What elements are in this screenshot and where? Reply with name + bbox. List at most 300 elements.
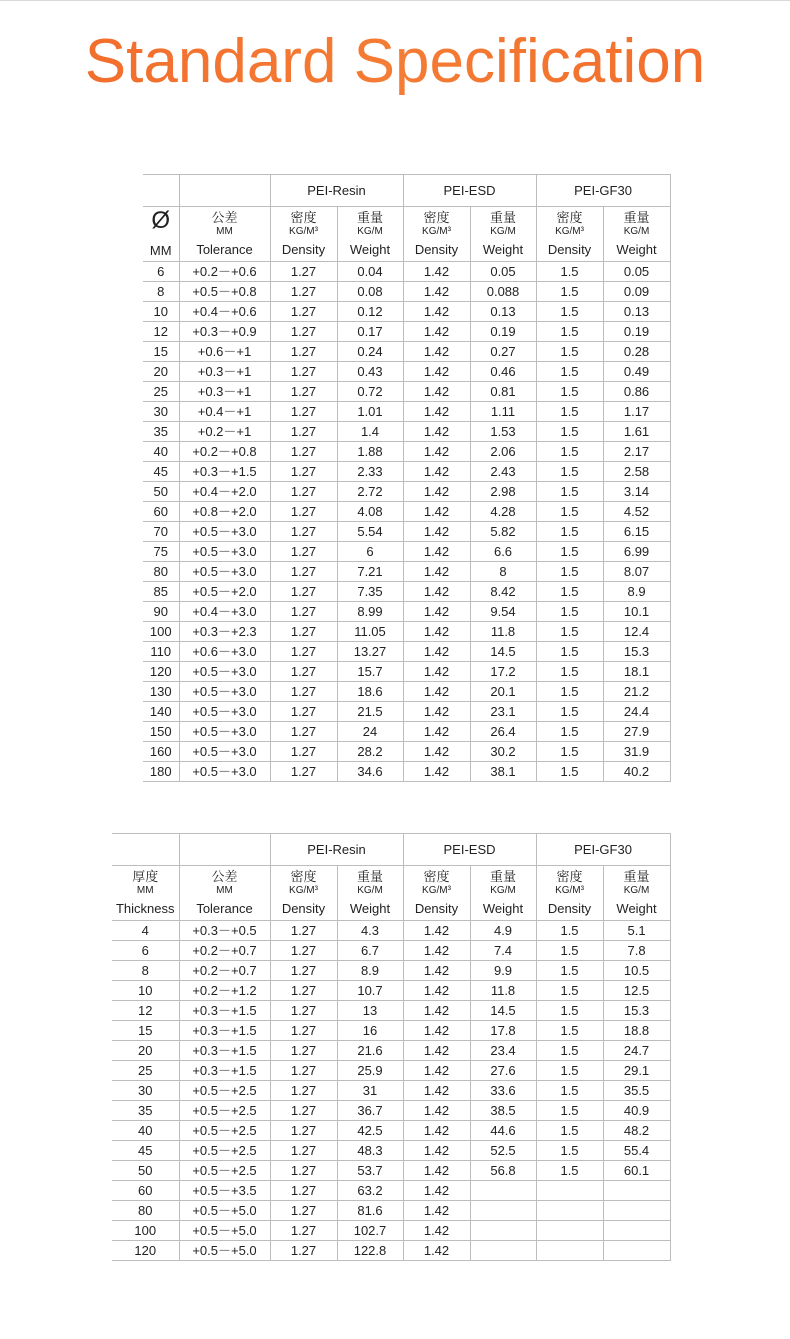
esd-density-cell: 1.42 [403,622,470,642]
resin-weight-cell: 48.3 [337,1141,403,1161]
resin-density-cell: 1.27 [270,1041,337,1061]
density-header: 密度 KG/M³ Density [403,866,470,921]
esd-density-cell: 1.42 [403,682,470,702]
weight-header: 重量 KG/M Weight [337,866,403,921]
esd-density-cell: 1.42 [403,1141,470,1161]
resin-density-cell: 1.27 [270,1201,337,1221]
esd-density-cell: 1.42 [403,941,470,961]
resin-density-cell: 1.27 [270,1181,337,1201]
size-cell: 10 [112,981,179,1001]
size-cell: 85 [143,582,179,602]
resin-weight-cell: 13 [337,1001,403,1021]
tolerance-cell: +0.2－+1.2 [179,981,270,1001]
top-divider [0,0,790,1]
esd-density-cell: 1.42 [403,542,470,562]
esd-weight-cell: 20.1 [470,682,536,702]
resin-weight-cell: 1.4 [337,422,403,442]
resin-weight-cell: 0.17 [337,322,403,342]
tolerance-cell: +0.5－+2.5 [179,1141,270,1161]
gf30-density-cell: 1.5 [536,1021,603,1041]
esd-density-cell: 1.42 [403,522,470,542]
tolerance-cell: +0.2－+0.8 [179,442,270,462]
thickness-header-top [112,834,179,866]
resin-density-cell: 1.27 [270,602,337,622]
esd-weight-cell: 2.98 [470,482,536,502]
table-row [143,462,670,482]
tolerance-cell: +0.2－+0.7 [179,941,270,961]
size-cell: 80 [143,562,179,582]
table-row [143,622,670,642]
table-row [112,1121,670,1141]
table-row [143,262,670,282]
resin-density-cell: 1.27 [270,722,337,742]
esd-density-cell: 1.42 [403,742,470,762]
tolerance-cell: +0.2－+1 [179,422,270,442]
density-header: 密度 KG/M³ Density [403,207,470,262]
esd-weight-cell: 9.9 [470,961,536,981]
resin-weight-cell: 21.6 [337,1041,403,1061]
esd-weight-cell: 11.8 [470,981,536,1001]
table-row [112,1161,670,1181]
gf30-density-cell [536,1241,603,1261]
resin-weight-cell: 6 [337,542,403,562]
gf30-weight-cell: 15.3 [603,1001,670,1021]
density-header: 密度 KG/M³ Density [270,207,337,262]
size-cell: 130 [143,682,179,702]
esd-density-cell: 1.42 [403,402,470,422]
esd-density-cell: 1.42 [403,382,470,402]
resin-density-cell: 1.27 [270,702,337,722]
tolerance-cell: +0.2－+0.7 [179,961,270,981]
tolerance-cell: +0.5－+3.0 [179,742,270,762]
gf30-density-cell: 1.5 [536,702,603,722]
table-row [143,682,670,702]
size-cell: 160 [143,742,179,762]
table-row [112,1001,670,1021]
sheet-spec-table [112,833,671,1261]
table-row [143,422,670,442]
gf30-density-cell [536,1201,603,1221]
diameter-header [143,207,179,262]
table-row [112,961,670,981]
gf30-density-cell [536,1221,603,1241]
resin-density-cell: 1.27 [270,442,337,462]
resin-weight-cell: 15.7 [337,662,403,682]
resin-density-cell: 1.27 [270,622,337,642]
table-row [143,542,670,562]
size-cell: 20 [143,362,179,382]
table-row [112,941,670,961]
esd-density-cell: 1.42 [403,961,470,981]
table-row [143,402,670,422]
resin-weight-cell: 5.54 [337,522,403,542]
gf30-density-cell: 1.5 [536,322,603,342]
group-header-gf30: PEI-GF30 [536,834,670,866]
resin-density-cell: 1.27 [270,941,337,961]
gf30-weight-cell: 8.9 [603,582,670,602]
size-cell: 8 [143,282,179,302]
table-row [143,562,670,582]
gf30-weight-cell: 18.1 [603,662,670,682]
size-cell: 120 [112,1241,179,1261]
resin-weight-cell: 7.21 [337,562,403,582]
tolerance-cell: +0.5－+5.0 [179,1201,270,1221]
gf30-density-cell: 1.5 [536,442,603,462]
table-row [143,322,670,342]
esd-weight-cell [470,1241,536,1261]
tolerance-cell: +0.4－+0.6 [179,302,270,322]
resin-density-cell: 1.27 [270,1081,337,1101]
resin-weight-cell: 4.08 [337,502,403,522]
gf30-weight-cell: 4.52 [603,502,670,522]
tolerance-cell: +0.5－+3.0 [179,682,270,702]
resin-weight-cell: 0.43 [337,362,403,382]
size-cell: 45 [112,1141,179,1161]
gf30-weight-cell: 0.49 [603,362,670,382]
size-cell: 30 [143,402,179,422]
tolerance-cell: +0.5－+3.0 [179,762,270,782]
gf30-density-cell: 1.5 [536,1141,603,1161]
gf30-weight-cell: 55.4 [603,1141,670,1161]
gf30-weight-cell: 31.9 [603,742,670,762]
tolerance-cell: +0.5－+2.5 [179,1161,270,1181]
size-cell: 10 [143,302,179,322]
gf30-density-cell: 1.5 [536,502,603,522]
size-cell: 70 [143,522,179,542]
esd-weight-cell: 0.19 [470,322,536,342]
size-cell: 50 [112,1161,179,1181]
esd-density-cell: 1.42 [403,1121,470,1141]
esd-weight-cell: 56.8 [470,1161,536,1181]
gf30-weight-cell: 8.07 [603,562,670,582]
esd-density-cell: 1.42 [403,462,470,482]
gf30-density-cell: 1.5 [536,522,603,542]
gf30-density-cell: 1.5 [536,282,603,302]
resin-density-cell: 1.27 [270,742,337,762]
gf30-density-cell: 1.5 [536,1121,603,1141]
tolerance-cell: +0.5－+5.0 [179,1241,270,1261]
diameter-header-top [143,175,179,207]
esd-weight-cell: 1.11 [470,402,536,422]
resin-weight-cell: 7.35 [337,582,403,602]
diameter-symbol: Ø [151,207,171,234]
esd-density-cell: 1.42 [403,722,470,742]
tolerance-cell: +0.6－+3.0 [179,642,270,662]
esd-weight-cell: 4.28 [470,502,536,522]
esd-density-cell: 1.42 [403,981,470,1001]
rod-spec-rows [143,262,670,782]
tolerance-cell: +0.5－+3.0 [179,702,270,722]
resin-density-cell: 1.27 [270,382,337,402]
thickness-header: 厚度 MM Thickness [112,866,179,921]
gf30-density-cell: 1.5 [536,1161,603,1181]
gf30-density-cell: 1.5 [536,742,603,762]
esd-density-cell: 1.42 [403,1221,470,1241]
table-row [112,1241,670,1261]
esd-weight-cell: 2.43 [470,462,536,482]
esd-weight-cell: 14.5 [470,642,536,662]
resin-weight-cell: 0.24 [337,342,403,362]
size-cell: 12 [143,322,179,342]
gf30-weight-cell: 35.5 [603,1081,670,1101]
tolerance-cell: +0.5－+3.5 [179,1181,270,1201]
resin-weight-cell: 42.5 [337,1121,403,1141]
gf30-weight-cell: 1.61 [603,422,670,442]
table-row [112,1181,670,1201]
tolerance-cell: +0.3－+1.5 [179,1041,270,1061]
resin-density-cell: 1.27 [270,1061,337,1081]
size-cell: 4 [112,921,179,941]
gf30-density-cell: 1.5 [536,582,603,602]
resin-density-cell: 1.27 [270,1221,337,1241]
esd-weight-cell: 2.06 [470,442,536,462]
resin-weight-cell: 25.9 [337,1061,403,1081]
size-cell: 110 [143,642,179,662]
resin-density-cell: 1.27 [270,1101,337,1121]
tolerance-cell: +0.3－+1 [179,382,270,402]
resin-weight-cell: 0.08 [337,282,403,302]
resin-weight-cell: 4.3 [337,921,403,941]
size-cell: 90 [143,602,179,622]
group-header-esd: PEI-ESD [403,175,536,207]
esd-density-cell: 1.42 [403,602,470,622]
esd-density-cell: 1.42 [403,702,470,722]
resin-weight-cell: 36.7 [337,1101,403,1121]
size-cell: 35 [143,422,179,442]
size-cell: 6 [143,262,179,282]
esd-weight-cell: 0.13 [470,302,536,322]
esd-weight-cell: 6.6 [470,542,536,562]
gf30-weight-cell [603,1201,670,1221]
resin-weight-cell: 28.2 [337,742,403,762]
resin-density-cell: 1.27 [270,662,337,682]
table-row [112,1081,670,1101]
tolerance-cell: +0.3－+2.3 [179,622,270,642]
tolerance-cell: +0.5－+2.5 [179,1121,270,1141]
resin-weight-cell: 0.04 [337,262,403,282]
esd-weight-cell: 38.1 [470,762,536,782]
rod-spec-table [143,174,671,782]
gf30-weight-cell: 0.09 [603,282,670,302]
gf30-density-cell: 1.5 [536,362,603,382]
resin-density-cell: 1.27 [270,402,337,422]
esd-weight-cell [470,1221,536,1241]
tolerance-cell: +0.5－+3.0 [179,662,270,682]
gf30-weight-cell: 2.58 [603,462,670,482]
esd-density-cell: 1.42 [403,1201,470,1221]
resin-density-cell: 1.27 [270,961,337,981]
gf30-weight-cell: 15.3 [603,642,670,662]
table-row [143,522,670,542]
esd-density-cell: 1.42 [403,362,470,382]
resin-density-cell: 1.27 [270,542,337,562]
tolerance-cell: +0.5－+2.0 [179,582,270,602]
resin-weight-cell: 8.9 [337,961,403,981]
gf30-weight-cell: 40.9 [603,1101,670,1121]
group-header-resin: PEI-Resin [270,834,403,866]
table-row [143,602,670,622]
resin-weight-cell: 21.5 [337,702,403,722]
esd-density-cell: 1.42 [403,921,470,941]
gf30-weight-cell: 24.4 [603,702,670,722]
resin-density-cell: 1.27 [270,522,337,542]
gf30-density-cell: 1.5 [536,682,603,702]
resin-weight-cell: 53.7 [337,1161,403,1181]
esd-weight-cell: 0.27 [470,342,536,362]
gf30-weight-cell: 12.5 [603,981,670,1001]
esd-density-cell: 1.42 [403,1041,470,1061]
esd-density-cell: 1.42 [403,342,470,362]
resin-density-cell: 1.27 [270,422,337,442]
esd-weight-cell: 0.05 [470,262,536,282]
resin-weight-cell: 63.2 [337,1181,403,1201]
resin-density-cell: 1.27 [270,262,337,282]
weight-header: 重量 KG/M Weight [470,207,536,262]
gf30-weight-cell: 10.1 [603,602,670,622]
gf30-density-cell: 1.5 [536,1001,603,1021]
table-row [112,1141,670,1161]
density-header: 密度 KG/M³ Density [536,207,603,262]
esd-density-cell: 1.42 [403,1001,470,1021]
esd-weight-cell [470,1181,536,1201]
tolerance-header-top [179,834,270,866]
gf30-weight-cell: 1.17 [603,402,670,422]
esd-weight-cell: 26.4 [470,722,536,742]
gf30-density-cell: 1.5 [536,1081,603,1101]
table-row [112,1201,670,1221]
table-row [143,342,670,362]
table-row [143,582,670,602]
gf30-density-cell: 1.5 [536,462,603,482]
resin-weight-cell: 11.05 [337,622,403,642]
gf30-weight-cell: 0.05 [603,262,670,282]
esd-weight-cell: 33.6 [470,1081,536,1101]
esd-weight-cell: 1.53 [470,422,536,442]
gf30-weight-cell: 2.17 [603,442,670,462]
resin-weight-cell: 18.6 [337,682,403,702]
gf30-density-cell: 1.5 [536,562,603,582]
table-row [143,362,670,382]
size-cell: 15 [143,342,179,362]
tolerance-cell: +0.5－+5.0 [179,1221,270,1241]
gf30-density-cell: 1.5 [536,642,603,662]
tolerance-cell: +0.3－+1.5 [179,1001,270,1021]
tolerance-cell: +0.5－+3.0 [179,562,270,582]
density-header: 密度 KG/M³ Density [270,866,337,921]
table-row [143,722,670,742]
tolerance-cell: +0.5－+3.0 [179,722,270,742]
size-cell: 12 [112,1001,179,1021]
resin-density-cell: 1.27 [270,981,337,1001]
gf30-weight-cell: 0.86 [603,382,670,402]
table-row [143,702,670,722]
size-cell: 80 [112,1201,179,1221]
gf30-density-cell: 1.5 [536,1041,603,1061]
size-cell: 75 [143,542,179,562]
resin-density-cell: 1.27 [270,921,337,941]
table-row [112,981,670,1001]
gf30-density-cell: 1.5 [536,382,603,402]
gf30-weight-cell [603,1221,670,1241]
size-cell: 30 [112,1081,179,1101]
esd-weight-cell: 5.82 [470,522,536,542]
resin-density-cell: 1.27 [270,1141,337,1161]
tolerance-cell: +0.2－+0.6 [179,262,270,282]
size-cell: 45 [143,462,179,482]
esd-weight-cell: 9.54 [470,602,536,622]
gf30-weight-cell: 12.4 [603,622,670,642]
gf30-density-cell: 1.5 [536,762,603,782]
esd-density-cell: 1.42 [403,482,470,502]
esd-weight-cell: 27.6 [470,1061,536,1081]
resin-density-cell: 1.27 [270,1001,337,1021]
resin-density-cell: 1.27 [270,682,337,702]
gf30-weight-cell: 5.1 [603,921,670,941]
gf30-density-cell: 1.5 [536,722,603,742]
table-row [143,442,670,462]
esd-weight-cell: 8.42 [470,582,536,602]
gf30-weight-cell: 48.2 [603,1121,670,1141]
group-header-gf30: PEI-GF30 [536,175,670,207]
table-row [112,921,670,941]
tolerance-cell: +0.8－+2.0 [179,502,270,522]
gf30-weight-cell: 24.7 [603,1041,670,1061]
gf30-density-cell: 1.5 [536,941,603,961]
weight-header: 重量 KG/M Weight [603,866,670,921]
resin-density-cell: 1.27 [270,342,337,362]
table-row [112,1041,670,1061]
density-header: 密度 KG/M³ Density [536,866,603,921]
gf30-weight-cell [603,1181,670,1201]
gf30-density-cell: 1.5 [536,1061,603,1081]
esd-density-cell: 1.42 [403,662,470,682]
weight-header: 重量 KG/M Weight [603,207,670,262]
esd-weight-cell: 44.6 [470,1121,536,1141]
table-row [143,742,670,762]
esd-density-cell: 1.42 [403,302,470,322]
gf30-density-cell: 1.5 [536,482,603,502]
page-title: Standard Specification [0,22,790,102]
resin-weight-cell: 2.33 [337,462,403,482]
tolerance-header: 公差 MM Tolerance [179,207,270,262]
gf30-density-cell: 1.5 [536,262,603,282]
esd-density-cell: 1.42 [403,1101,470,1121]
table-row [112,1061,670,1081]
table-row [112,1101,670,1121]
size-cell: 180 [143,762,179,782]
esd-weight-cell: 23.4 [470,1041,536,1061]
resin-density-cell: 1.27 [270,282,337,302]
tolerance-cell: +0.4－+3.0 [179,602,270,622]
resin-density-cell: 1.27 [270,1241,337,1261]
resin-density-cell: 1.27 [270,582,337,602]
gf30-density-cell: 1.5 [536,542,603,562]
table-row [143,762,670,782]
esd-density-cell: 1.42 [403,422,470,442]
tolerance-cell: +0.5－+3.0 [179,522,270,542]
esd-weight-cell: 23.1 [470,702,536,722]
resin-weight-cell: 2.72 [337,482,403,502]
tolerance-header: 公差 MM Tolerance [179,866,270,921]
resin-density-cell: 1.27 [270,322,337,342]
diameter-unit: MM [149,243,172,258]
gf30-density-cell: 1.5 [536,1101,603,1121]
esd-weight-cell: 11.8 [470,622,536,642]
size-cell: 50 [143,482,179,502]
size-cell: 6 [112,941,179,961]
gf30-density-cell: 1.5 [536,662,603,682]
esd-density-cell: 1.42 [403,1241,470,1261]
